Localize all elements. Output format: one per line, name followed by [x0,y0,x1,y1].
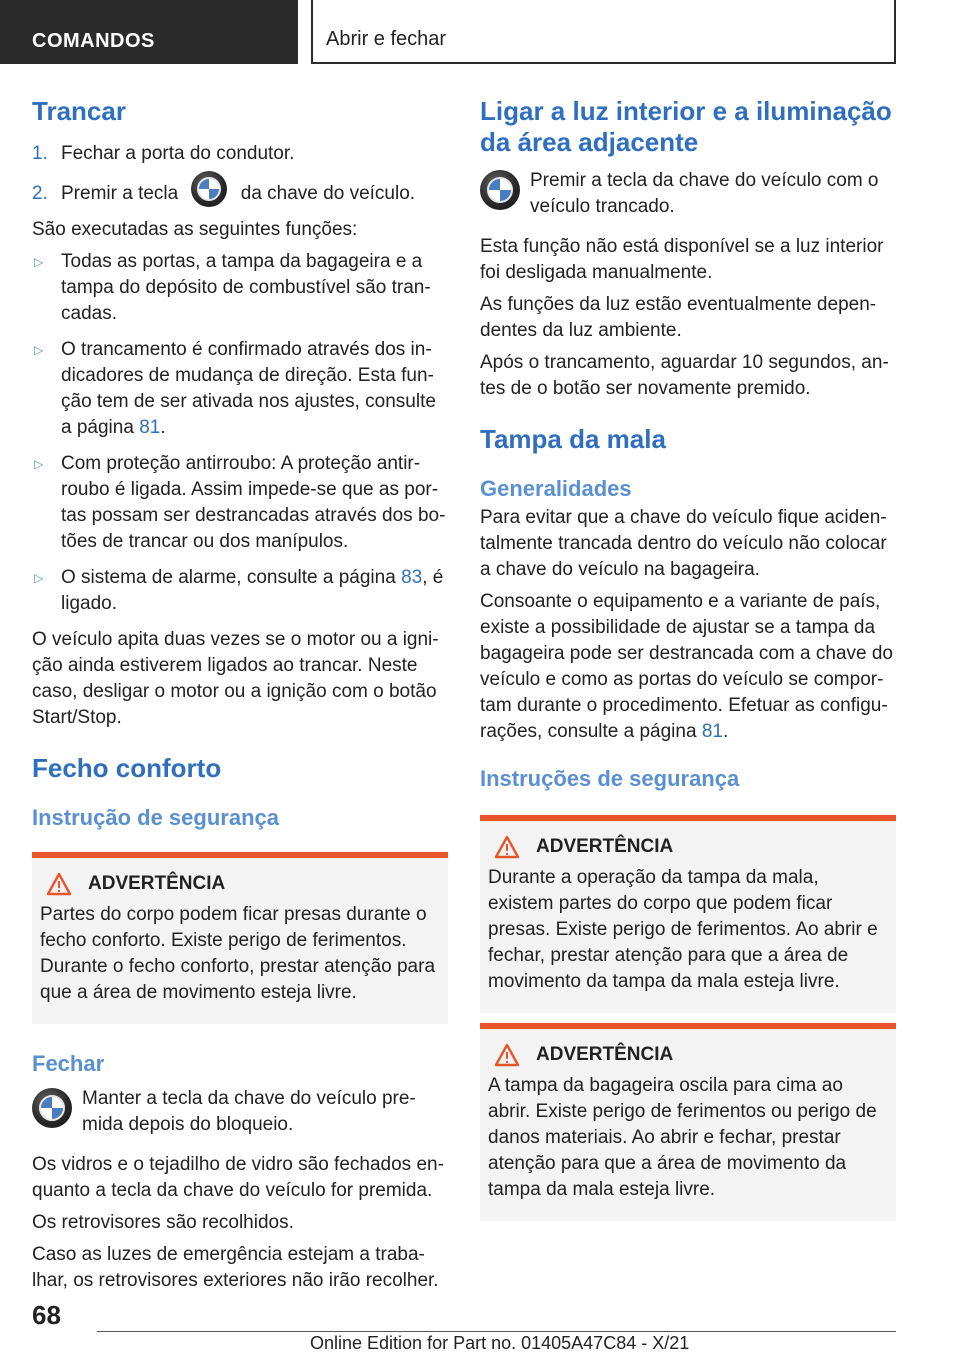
bmw-key-button-icon [32,1088,72,1128]
warning-text: Partes do corpo podem ficar presas durante o fecho conforto. Existe perigo de ferimentos. Durante o fecho conforto, prestar atenção para que a área de movimento esteja livre. [40,904,436,1004]
page-link-81[interactable]: 81 [701,721,723,742]
paragraph: Após o trancamento, aguardar 10 segundos, antes de o botão ser novamente premido. [480,352,889,399]
paragraph: Os vidros e o tejadilho de vidro são fechados enquanto a tecla da chave do veículo for premida. [32,1154,444,1202]
bmw-key-button-icon [191,171,227,207]
paragraph: Os retrovisores são recolhidos. [32,1212,294,1234]
section-tab [0,0,298,64]
key-instruction-text: Premir a tecla da chave do veículo com o veículo trancado. [530,170,879,217]
key-instruction [32,1086,448,1138]
step-text: Premir a tecla [61,183,179,205]
triangle-bullet-icon: ▷ [34,571,44,586]
triangle-bullet-icon: ▷ [34,457,44,472]
paragraph: Esta função não está disponível se a luz interior foi desligada manualmente. [480,236,884,283]
heading-fecho-conforto: Fecho conforto [32,753,222,784]
subheading-safety-instructions: Instruções de segurança [480,766,740,791]
list-item-text: . [160,417,166,439]
warning-title [488,835,888,859]
triangle-bullet-icon: ▷ [34,255,44,270]
footer-divider [97,1331,896,1332]
paragraph: O veículo apita duas vezes se o motor ou a ignição ainda estiverem ligados ao trancar. Neste caso, desligar o motor ou a ignição com o botão Start/Stop. [32,629,439,729]
key-instruction [480,168,896,220]
warning-title-text: ADVERTÊNCIA [88,873,226,895]
paragraph-text: . [722,721,729,742]
functions-intro: São executadas as seguintes funções: [32,219,358,241]
section-title: COMANDOS [32,30,155,52]
paragraph [480,589,896,745]
chapter-tab [311,0,896,64]
warning-title-text: ADVERTÊNCIA [536,836,674,857]
warning-icon [46,872,72,896]
step-text: Fechar a porta do condutor. [61,143,295,164]
page-link-81[interactable]: 81 [139,417,161,439]
list-item [32,337,448,441]
paragraph-text: Consoante o equipamento e a variante de país, existe a possibilidade de ajustar se a tampa da bagageira pode ser destrancada com a chave do veículo e como as portas do veículo se comportam durante o procedimento. Efetuar as configurações, consulte a página [480,591,893,742]
paragraph: As funções da luz estão eventualmente dependentes da luz ambiente. [480,294,877,341]
subheading-generalidades: Generalidades [480,476,632,501]
warning-icon [494,1043,520,1067]
subheading-safety: Instrução de segurança [32,805,279,831]
list-item [32,249,448,327]
step-number: 2. [32,183,48,204]
step-1 [32,141,448,167]
warning-text: A tampa da bagageira oscila para cima ao abrir. Existe perigo de ferimentos ou perigo de danos materiais. Ao abrir e fechar, prestar atenção para que a área de movimento da tampa da mala esteja livre. [488,1075,877,1200]
paragraph: Para evitar que a chave do veículo fique acidentalmente trancada dentro do veículo não colocar a chave do veículo na bagageira. [480,507,887,580]
list-item-text: Todas as portas, a tampa da bagageira e a tampa do depósito de combustível são trancadas. [61,251,431,325]
list-item [32,451,448,555]
warning-box [32,852,448,1024]
heading-luz-interior: Ligar a luz interior e a iluminação da área adjacente [480,96,892,157]
paragraph: Caso as luzes de emergência estejam a trabalhar, os retrovisores exteriores não irão recolher. [32,1244,439,1292]
list-item-text: O trancamento é confirmado através dos indicadores de mudança de direção. Esta função tem de ser ativada nos ajustes, consulte a página [61,339,436,439]
list-item [32,565,448,617]
warning-text: Durante a operação da tampa da mala, existem partes do corpo que podem ficar presas. Existe perigo de ferimentos. Ao abrir e fechar, prestar atenção para que a área de movimento da tampa da mala esteja livre. [488,867,878,992]
bmw-key-button-icon [480,170,520,210]
step-number: 1. [32,143,48,164]
left-column [32,96,448,1300]
warning-box [480,815,896,1013]
functions-list [32,249,448,617]
right-column [480,96,896,1237]
subheading-fechar: Fechar [32,1051,105,1077]
triangle-bullet-icon: ▷ [34,343,44,358]
step-2 [32,181,448,207]
footer-edition: Online Edition for Part no. 01405A47C84 - X/21 [310,1333,690,1353]
warning-title [488,1043,888,1067]
warning-title-text: ADVERTÊNCIA [536,1044,674,1065]
list-item-text: O sistema de alarme, consulte a página [61,567,396,589]
list-item-text: , é ligado. [61,567,444,615]
step-text: da chave do veículo. [240,183,416,205]
warning-icon [494,835,520,859]
page-number: 68 [32,1300,61,1330]
heading-trancar: Trancar [32,96,126,126]
chapter-title: Abrir e fechar [326,28,447,50]
key-instruction-text: Manter a tecla da chave do veículo premida depois do bloqueio. [82,1088,416,1136]
list-item-text: Com proteção antirroubo: A proteção antirroubo é ligada. Assim impede-se que as portas possam ser destrancadas através dos botões de trancar ou dos manípulos. [61,453,446,553]
steps-list [32,141,448,207]
warning-box [480,1023,896,1221]
page-link-83[interactable]: 83 [401,567,423,589]
heading-tampa-mala: Tampa da mala [480,424,666,454]
warning-title [40,872,440,896]
